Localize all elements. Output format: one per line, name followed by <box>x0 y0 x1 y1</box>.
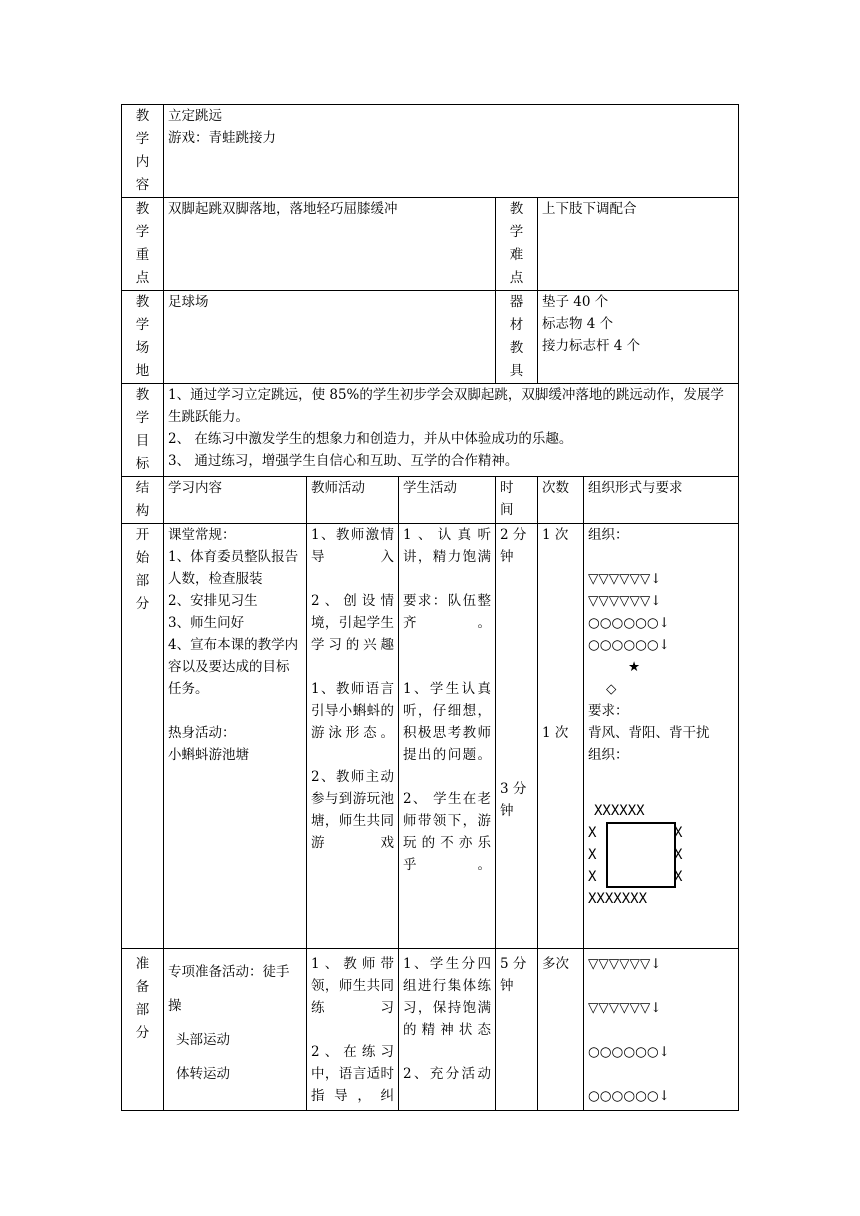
prep-learn-3: 体转运动 <box>176 1066 230 1082</box>
header-count: 次数 <box>538 477 584 524</box>
prep-count: 多次 <box>538 949 584 1111</box>
header-learn: 学习内容 <box>164 477 307 524</box>
start-count <box>538 524 584 949</box>
start-count-2: 1 次 <box>542 725 569 741</box>
formation-row: ○○○○○○↓ <box>588 1044 670 1060</box>
prep-organization <box>584 949 739 1111</box>
equipment-text: 垫子 40 个 标志物 4 个 接力标志杆 4 个 <box>538 291 739 384</box>
start-time <box>496 524 538 949</box>
lesson-plan-table <box>121 104 739 1111</box>
prep-teacher-activity: 1、教师带领，师生共同练习 2、在练习中，语言适时指导，纠 <box>307 949 399 1111</box>
label-equipment: 器 材 教 具 <box>496 291 538 384</box>
label-venue: 教 学 场 地 <box>122 291 164 384</box>
key-points-text: 双脚起跳双脚落地，落地轻巧屈膝缓冲 <box>164 198 496 291</box>
x-right-2: X <box>674 847 683 863</box>
header-teacher: 教师活动 <box>307 477 399 524</box>
formation-row: ▽▽▽▽▽▽↓ <box>588 1000 662 1016</box>
x-left-2: X <box>588 847 597 863</box>
org-title: 组织： <box>588 527 629 543</box>
x-left-3: X <box>588 869 597 885</box>
start-organization <box>584 524 739 949</box>
requirement-text: 背风、背阳、背干扰 <box>588 725 710 741</box>
prep-learn-1: 专项准备活动：徒手操 <box>168 964 290 1014</box>
formation-row: ○○○○○○↓ <box>588 1088 670 1104</box>
header-time: 时 间 <box>496 477 538 524</box>
row-goals <box>122 384 739 477</box>
x-right-3: X <box>674 869 683 885</box>
teaching-content-text: 立定跳远 游戏：青蛙跳接力 <box>164 105 739 198</box>
teacher-star-icon: ★ <box>628 659 641 675</box>
start-time-2: 3 分钟 <box>500 781 527 819</box>
formation-row: ▽▽▽▽▽▽↓ <box>588 593 662 609</box>
row-teaching-content <box>122 105 739 198</box>
org-title-2: 组织： <box>588 747 629 763</box>
formation-row: ○○○○○○↓ <box>588 615 670 631</box>
diamond-icon: ◇ <box>606 681 617 697</box>
row-key-points <box>122 198 739 291</box>
pond-box <box>606 822 676 888</box>
difficulties-text: 上下肢下调配合 <box>538 198 739 291</box>
prep-time: 5 分钟 <box>496 949 538 1111</box>
x-bottom-row: XXXXXXX <box>588 891 648 907</box>
label-difficulties: 教 学 难 点 <box>496 198 538 291</box>
formation-row: ▽▽▽▽▽▽↓ <box>588 956 662 972</box>
row-venue <box>122 291 739 384</box>
pond-formation-diagram <box>588 800 734 910</box>
venue-text: 足球场 <box>164 291 496 384</box>
goals-text: 1、通过学习立定跳远，使 85%的学生初步学会双脚起跳，双脚缓冲落地的跳远动作，发展学生跳跃能力。 2、 在练习中激发学生的想象力和创造力，并从中体验成功的乐趣。 3、 通过练习，增强学生自信心和互助、互学的合作精神。 <box>164 384 739 477</box>
prep-student-activity: 1、学生分四组进行集体练习，保持饱满的精神状态 2、充分活动 <box>399 949 496 1111</box>
row-start-section <box>122 524 739 949</box>
requirement-title: 要求： <box>588 703 629 719</box>
start-learn-content: 课堂常规： 1、体育委员整队报告人数，检查服装 2、安排见习生 3、师生问好 4、宣布本课的教学内容以及要达成的目标任务。 热身活动： 小蝌蚪游池塘 <box>164 524 307 949</box>
start-time-1: 2 分钟 <box>500 527 527 565</box>
header-student: 学生活动 <box>399 477 496 524</box>
x-top-row: XXXXXX <box>594 803 645 819</box>
x-right-1: X <box>674 825 683 841</box>
start-student-activity: 1、认真听讲，精力饱满 要求：队伍整齐。 1、学生认真听，仔细想，积极思考教师提出的问题。 2、 学生在老师带领下，游玩的不亦乐乎。 <box>399 524 496 949</box>
start-teacher-activity: 1、教师激情导入 2、创设情境，引起学生学习的兴趣 1、教师语言引导小蝌蚪的游泳形态。 2、教师主动参与到游玩池塘，师生共同游戏 <box>307 524 399 949</box>
label-prep-section: 准 备 部 分 <box>122 949 164 1111</box>
prep-learn-2: 头部运动 <box>176 1032 230 1048</box>
x-left-1: X <box>588 825 597 841</box>
label-key-points: 教 学 重 点 <box>122 198 164 291</box>
row-header <box>122 477 739 524</box>
start-count-1: 1 次 <box>542 527 569 543</box>
header-org: 组织形式与要求 <box>584 477 739 524</box>
label-start-section: 开 始 部 分 <box>122 524 164 949</box>
prep-learn-content <box>164 949 307 1111</box>
label-teaching-content: 教 学 内 容 <box>122 105 164 198</box>
header-structure: 结 构 <box>122 477 164 524</box>
formation-row: ○○○○○○↓ <box>588 637 670 653</box>
row-prep-section <box>122 949 739 1111</box>
label-goals: 教 学 目 标 <box>122 384 164 477</box>
formation-row: ▽▽▽▽▽▽↓ <box>588 571 662 587</box>
